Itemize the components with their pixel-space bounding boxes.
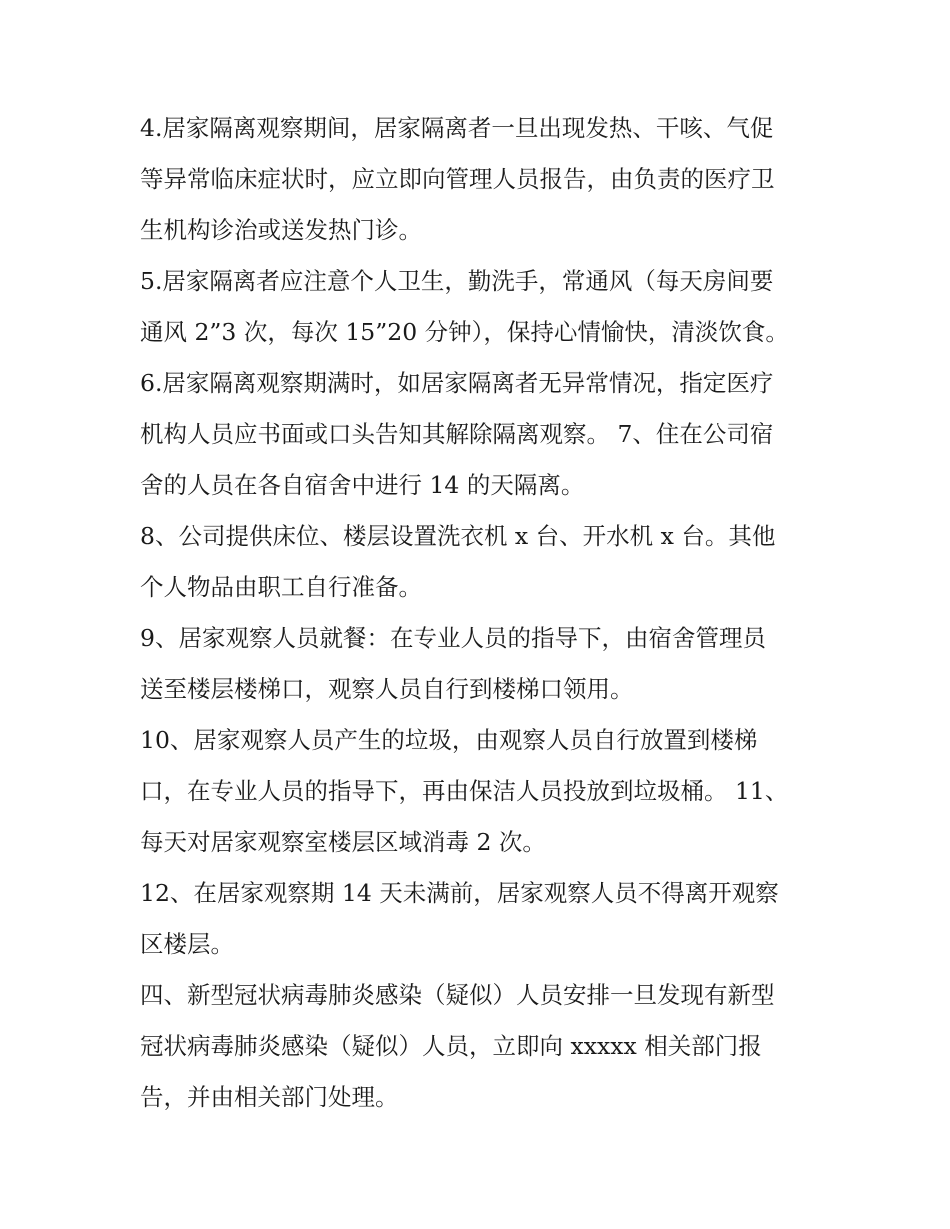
paragraph-9 [140,613,820,715]
text-line: 10、居家观察人员产生的垃圾，由观察人员自行放置到楼梯 [140,726,758,754]
paragraph-5 [140,256,820,358]
text-line: 区楼层。 [140,930,234,958]
text-line: 个人物品由职工自行准备。 [140,573,422,601]
text-line: 口，在专业人员的指导下，再由保洁人员投放到垃圾桶。 11、 [140,777,789,805]
text-line: 等异常临床症状时，应立即向管理人员报告，由负责的医疗卫 [140,165,775,193]
text-line: 告，并由相关部门处理。 [140,1083,399,1111]
paragraph-10 [140,715,820,868]
section-four-paragraph [140,970,820,1123]
text-line: 生机构诊治或送发热门诊。 [140,216,422,244]
text-line: 8、公司提供床位、楼层设置洗衣机 x 台、开水机 x 台。其他 [140,522,776,550]
text-line: 9、居家观察人员就餐：在专业人员的指导下，由宿舍管理员 [140,624,766,652]
text-line: 四、新型冠状病毒肺炎感染（疑似）人员安排一旦发现有新型 [140,981,775,1009]
text-line: 通风 2”3 次，每次 15”20 分钟），保持心情愉快，清淡饮食。 [140,318,789,346]
text-line: 6.居家隔离观察期满时，如居家隔离者无异常情况，指定医疗 [140,369,774,397]
paragraph-12 [140,868,820,970]
text-line: 机构人员应书面或口头告知其解除隔离观察。 7、住在公司宿 [140,420,774,448]
text-line: 舍的人员在各自宿舍中进行 14 的天隔离。 [140,471,585,499]
text-line: 每天对居家观察室楼层区域消毒 2 次。 [140,828,546,856]
document-body [140,103,820,1123]
text-line: 5.居家隔离者应注意个人卫生，勤洗手，常通风（每天房间要 [140,267,774,295]
paragraph-4 [140,103,820,256]
text-line: 冠状病毒肺炎感染（疑似）人员，立即向 xxxxx 相关部门报 [140,1032,762,1060]
paragraph-6 [140,358,820,511]
paragraph-8 [140,511,820,613]
text-line: 4.居家隔离观察期间，居家隔离者一旦出现发热、干咳、气促 [140,114,774,142]
text-line: 12、在居家观察期 14 天未满前，居家观察人员不得离开观察 [140,879,779,907]
text-line: 送至楼层楼梯口，观察人员自行到楼梯口领用。 [140,675,634,703]
